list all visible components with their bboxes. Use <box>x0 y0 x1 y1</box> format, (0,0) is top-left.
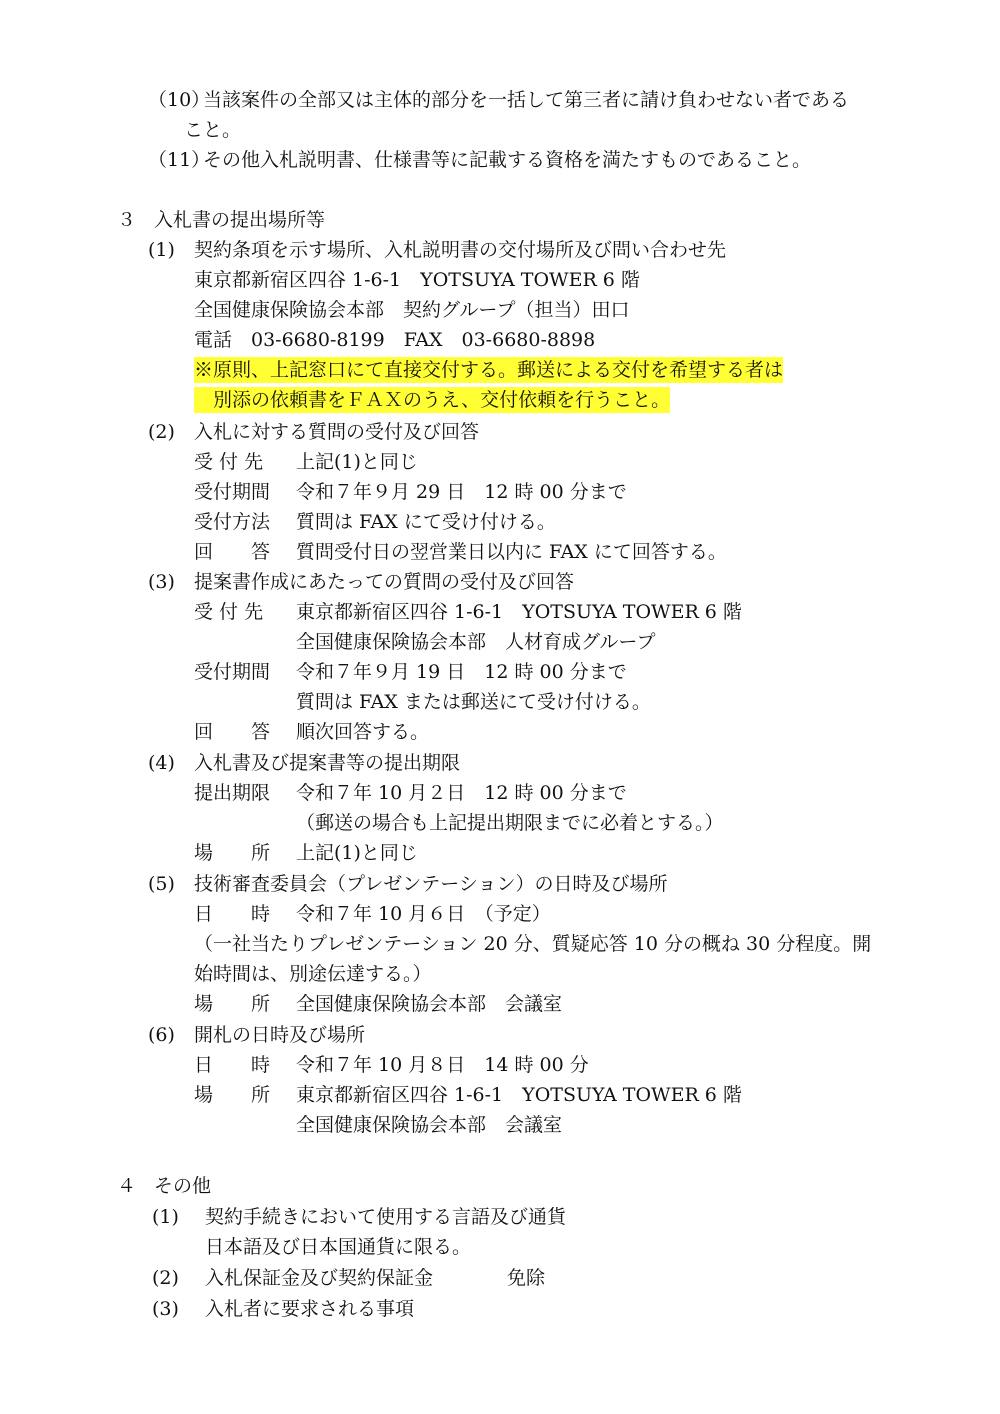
item-3-1-highlighted-note-line-2: 別添の依頼書をＦＡＸのうえ、交付依頼を行うこと。 <box>194 389 671 411</box>
item-4-1-number: (1) <box>152 1206 179 1228</box>
item-3-1-organization: 全国健康保険協会本部 契約グループ（担当）田口 <box>194 299 630 321</box>
item-3-1-phone-fax: 電話 03-6680-8199 FAX 03-6680-8898 <box>194 329 596 351</box>
item-3-5-note-line-1: （一社当たりプレゼンテーション 20 分、質疑応答 10 分の概ね 30 分程度。開 <box>194 933 872 955</box>
item-3-4-deadline-value: 令和７年 10 月２日 12 時 00 分まで <box>296 782 627 804</box>
item-3-2-method-value: 質問は FAX にて受け付ける。 <box>296 511 556 533</box>
section-3-number: ３ <box>117 209 137 231</box>
item-10-number: （10） <box>148 89 211 111</box>
item-3-2-period-value: 令和７年９月 29 日 12 時 00 分まで <box>296 481 627 503</box>
item-3-3-reception-organization: 全国健康保険協会本部 人材育成グループ <box>296 631 656 653</box>
item-4-1-value: 日本語及び日本国通貨に限る。 <box>205 1236 472 1258</box>
section-4-title: その他 <box>154 1175 212 1197</box>
section-4-number: ４ <box>117 1175 137 1197</box>
item-4-2-number: (2) <box>152 1267 179 1289</box>
item-3-4-deadline-note: （郵送の場合も上記提出期限までに必着とする。） <box>296 812 724 834</box>
item-4-3-title: 入札者に要求される事項 <box>205 1298 415 1320</box>
section-3-title: 入札書の提出場所等 <box>154 209 326 231</box>
item-11-number: （11） <box>148 149 211 171</box>
item-3-2-method-label: 受付方法 <box>194 511 271 533</box>
item-3-3-reception-label: 受 付 先 <box>194 601 264 623</box>
item-3-5-place-label: 場 所 <box>194 993 271 1015</box>
item-3-3-period-value: 令和７年９月 19 日 12 時 00 分まで <box>296 661 627 683</box>
item-3-2-number: (2) <box>148 421 175 443</box>
item-3-2-answer-label: 回 答 <box>194 541 271 563</box>
item-3-3-reception-address: 東京都新宿区四谷 1-6-1 YOTSUYA TOWER 6 階 <box>296 601 742 623</box>
item-3-3-period-label: 受付期間 <box>194 661 271 683</box>
item-3-2-answer-value: 質問受付日の翌営業日以内に FAX にて回答する。 <box>296 541 727 563</box>
item-3-2-reception-label: 受 付 先 <box>194 451 264 473</box>
item-4-2-title: 入札保証金及び契約保証金 <box>205 1267 434 1289</box>
item-3-3-answer-label: 回 答 <box>194 721 271 743</box>
item-3-1-address: 東京都新宿区四谷 1-6-1 YOTSUYA TOWER 6 階 <box>194 269 640 291</box>
item-3-4-place-value: 上記(1)と同じ <box>296 842 418 864</box>
item-3-5-number: (5) <box>148 873 175 895</box>
item-11-text: その他入札説明書、仕様書等に記載する資格を満たすものであること。 <box>203 149 812 171</box>
item-3-4-title: 入札書及び提案書等の提出期限 <box>194 752 461 774</box>
item-4-2-value: 免除 <box>507 1267 546 1289</box>
item-3-5-datetime-value: 令和７年 10 月６日 （予定） <box>296 903 551 925</box>
item-3-4-deadline-label: 提出期限 <box>194 782 271 804</box>
item-3-5-title: 技術審査委員会（プレゼンテーション）の日時及び場所 <box>194 873 668 895</box>
item-3-1-title: 契約条項を示す場所、入札説明書の交付場所及び問い合わせ先 <box>194 239 727 261</box>
item-3-4-number: (4) <box>148 752 175 774</box>
item-3-2-period-label: 受付期間 <box>194 481 271 503</box>
item-3-5-datetime-label: 日 時 <box>194 903 271 925</box>
item-3-6-datetime-value: 令和７年 10 月８日 14 時 00 分 <box>296 1054 589 1076</box>
item-4-3-number: (3) <box>152 1298 179 1320</box>
item-3-6-place-room: 全国健康保険協会本部 会議室 <box>296 1114 563 1136</box>
item-10-continuation: こと。 <box>184 119 242 141</box>
item-3-6-place-address: 東京都新宿区四谷 1-6-1 YOTSUYA TOWER 6 階 <box>296 1084 742 1106</box>
item-3-3-period-method: 質問は FAX または郵送にて受け付ける。 <box>296 691 651 713</box>
item-3-6-place-label: 場 所 <box>194 1084 271 1106</box>
item-3-1-number: (1) <box>148 239 175 261</box>
item-3-6-datetime-label: 日 時 <box>194 1054 271 1076</box>
item-3-3-number: (3) <box>148 571 175 593</box>
item-3-5-note-line-2: 始時間は、別途伝達する。） <box>194 963 432 985</box>
item-3-6-title: 開札の日時及び場所 <box>194 1024 366 1046</box>
item-3-5-place-value: 全国健康保険協会本部 会議室 <box>296 993 563 1015</box>
item-3-1-highlighted-note-line-1: ※原則、上記窓口にて直接交付する。郵送による交付を希望する者は <box>194 359 784 381</box>
item-3-4-place-label: 場 所 <box>194 842 271 864</box>
item-4-1-title: 契約手続きにおいて使用する言語及び通貨 <box>205 1206 567 1228</box>
item-3-2-reception-value: 上記(1)と同じ <box>296 451 418 473</box>
item-10-text: 当該案件の全部又は主体的部分を一括して第三者に請け負わせない者である <box>203 89 850 111</box>
item-3-6-number: (6) <box>148 1024 175 1046</box>
item-3-3-answer-value: 順次回答する。 <box>296 721 430 743</box>
item-3-3-title: 提案書作成にあたっての質問の受付及び回答 <box>194 571 575 593</box>
item-3-2-title: 入札に対する質問の受付及び回答 <box>194 421 480 443</box>
